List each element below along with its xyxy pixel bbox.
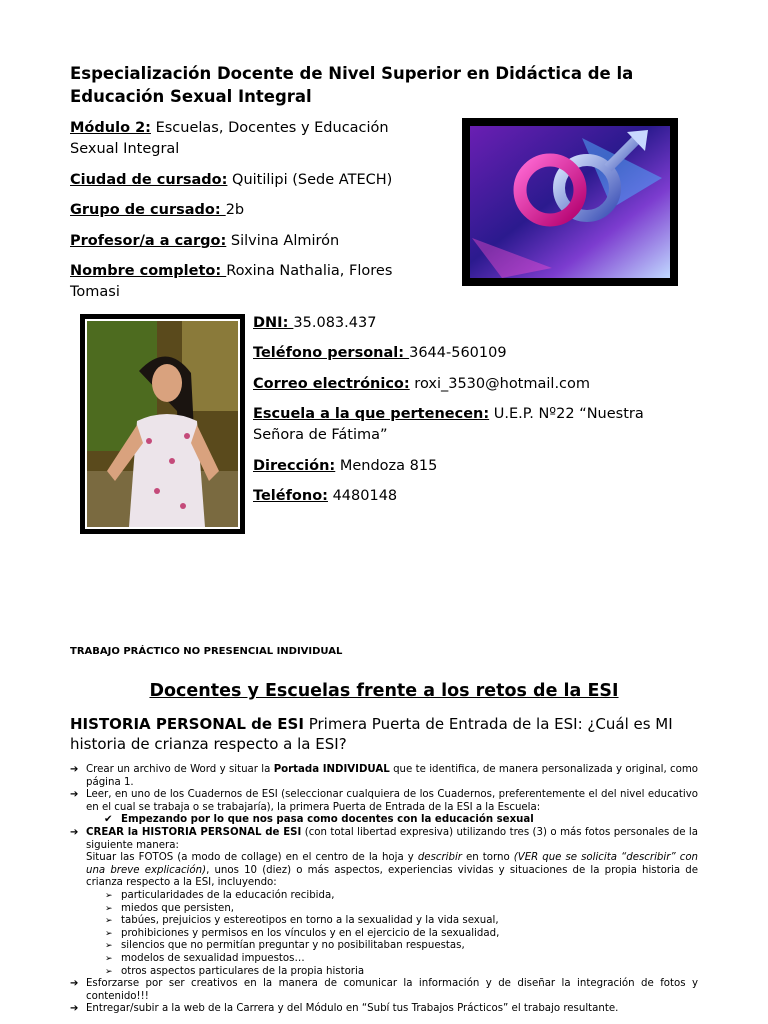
field-telefono	[253, 486, 693, 507]
field-ciudad	[70, 170, 450, 191]
profesor-value: Silvina Almirón	[226, 233, 340, 249]
sub-item-text: particularidades de la educación recibida,	[121, 889, 335, 901]
historia-heading	[70, 714, 710, 754]
list-item	[70, 978, 698, 1003]
item3-p-e: , unos 10 (diez) o más aspectos, experiencias vividas y situaciones de la propia historia de crianza respecto a la ESI, incluyendo:	[86, 864, 698, 889]
modulo-value: Escuelas, Docentes y Educación Sexual Integral	[70, 120, 389, 157]
sub-item-text: otros aspectos particulares de la propia historia	[121, 965, 365, 977]
telefono-value: 4480148	[327, 488, 398, 504]
sub-item	[70, 903, 698, 916]
list-item	[70, 1003, 698, 1016]
item3-p-a: Situar las FOTOS (a modo de collage) en el centro de la hoja y	[86, 852, 418, 864]
arrowhead-bullet-icon: ➢	[105, 966, 113, 977]
profesor-label: Profesor/a a cargo:	[70, 233, 227, 249]
sub-item	[70, 915, 698, 928]
arrowhead-bullet-icon: ➢	[105, 928, 113, 939]
item3-p-c: en torno	[461, 852, 514, 864]
sub-item	[70, 890, 698, 903]
dni-value: 35.083.437	[293, 315, 377, 331]
correo-value: roxi_3530@hotmail.com	[409, 376, 591, 392]
instructions-list	[70, 764, 698, 1016]
arrowhead-bullet-icon: ➢	[105, 916, 113, 927]
arrowhead-bullet-icon: ➢	[105, 903, 113, 914]
item5-text: Entregar/subir a la web de la Carrera y del Módulo en “Subí tus Trabajos Prácticos” el trabajo resultante.	[86, 1003, 619, 1015]
ciudad-value: Quitilipi (Sede ATECH)	[227, 172, 393, 188]
item3-p-d: (VER que se solicita “describir” con una breve explicación)	[86, 852, 699, 876]
field-profesor	[70, 231, 450, 252]
arrowhead-bullet-icon: ➢	[105, 953, 113, 964]
telefono-label: Teléfono:	[253, 488, 328, 504]
escuela-label: Escuela a la que pertenecen:	[253, 406, 490, 422]
arrow-right-icon: ➔	[70, 789, 79, 801]
arrow-right-icon: ➔	[70, 826, 79, 838]
sub-item-text: prohibiciones y permisos en los vínculos y en el ejercicio de la sexualidad,	[121, 927, 500, 939]
list-item	[70, 789, 698, 814]
sub-item-text: miedos que persisten,	[121, 902, 235, 914]
arrow-right-icon: ➔	[70, 978, 79, 990]
grupo-value: 2b	[225, 202, 245, 218]
historia-bold: HISTORIA PERSONAL de ESI	[70, 715, 304, 733]
sub-item-text: silencios que no permitían preguntar y no posibilitaban respuestas,	[121, 940, 465, 952]
field-grupo	[70, 200, 450, 221]
escuela-value: U.E.P. Nº22 “Nuestra Señora de Fátima”	[253, 406, 644, 443]
portrait-photo	[80, 314, 245, 534]
document-title: Especialización Docente de Nivel Superior en Didáctica de la Educación Sexual Integral	[70, 64, 634, 106]
nombre-value: Roxina Nathalia, Flores Tomasi	[70, 263, 393, 300]
grupo-label: Grupo de cursado:	[70, 202, 226, 218]
gender-symbols-image	[462, 118, 678, 286]
arrowhead-bullet-icon: ➢	[105, 890, 113, 901]
list-item	[70, 764, 698, 789]
field-direccion	[253, 456, 693, 477]
field-nombre	[70, 261, 440, 303]
field-modulo	[70, 118, 430, 160]
direccion-value: Mendoza 815	[335, 458, 438, 474]
item4-text: Esforzarse por ser creativos en la manera de comunicar la información y de diseñar la integración de fotos y contenido!!!	[86, 978, 698, 1002]
item1-text: Crear un archivo de Word y situar la	[86, 764, 274, 775]
sub-item-text: modelos de sexualidad impuestos…	[121, 952, 305, 964]
item1-bold: Portada INDIVIDUAL	[273, 764, 390, 775]
field-escuela	[253, 404, 693, 446]
check-item-text: Empezando por lo que nos pasa como docentes con la educación sexual	[121, 814, 534, 826]
ciudad-label: Ciudad de cursado:	[70, 172, 228, 188]
item3-text: (con total libertad expresiva) utilizando tres (3) o más fotos personales de la siguiente manera:	[86, 826, 698, 851]
trabajo-label: TRABAJO PRÁCTICO NO PRESENCIAL INDIVIDUAL	[70, 646, 343, 657]
arrow-right-icon: ➔	[70, 1003, 79, 1015]
arrow-right-icon: ➔	[70, 764, 79, 775]
nombre-label: Nombre completo:	[70, 263, 227, 279]
correo-label: Correo electrónico:	[253, 376, 410, 392]
sub-item-text: tabúes, prejuicios y estereotipos en torno a la sexualidad y la vida sexual,	[121, 915, 499, 927]
item2-text: Leer, en uno de los Cuadernos de ESI (seleccionar cualquiera de los Cuadernos, preferentemente el del nivel educativo en el cual se trabaja o se trabajaría), la primera Puerta de Entrada de la ESI a la Escuela:	[86, 789, 698, 813]
sub-item	[70, 928, 698, 941]
checkmark-icon: ✔	[104, 814, 113, 826]
arrowhead-bullet-icon: ➢	[105, 941, 113, 952]
field-dni	[253, 313, 693, 334]
section-subtitle: Docentes y Escuelas frente a los retos de la ESI	[149, 681, 619, 701]
field-correo	[253, 374, 693, 395]
item3-bold: CREAR la HISTORIA PERSONAL de ESI	[86, 826, 302, 838]
modulo-label: Módulo 2:	[70, 120, 151, 136]
historia-text: Primera Puerta de Entrada de la ESI: ¿Cuál es MI historia de crianza respecto a la ESI?	[70, 715, 673, 753]
telefono-personal-value: 3644-560109	[409, 345, 507, 361]
sub-item	[70, 940, 698, 953]
dni-label: DNI:	[253, 315, 294, 331]
direccion-label: Dirección:	[253, 458, 336, 474]
field-telefono-personal	[253, 343, 693, 364]
item1-text-end: que te identifica, de manera personalizada y original, como página 1.	[86, 764, 698, 788]
item3-paragraph	[70, 852, 698, 890]
sub-item	[70, 966, 698, 979]
item3-p-b: describir	[417, 852, 462, 864]
sub-item	[70, 953, 698, 966]
telefono-personal-label: Teléfono personal:	[253, 345, 410, 361]
check-item	[70, 814, 698, 827]
list-item	[70, 827, 698, 852]
